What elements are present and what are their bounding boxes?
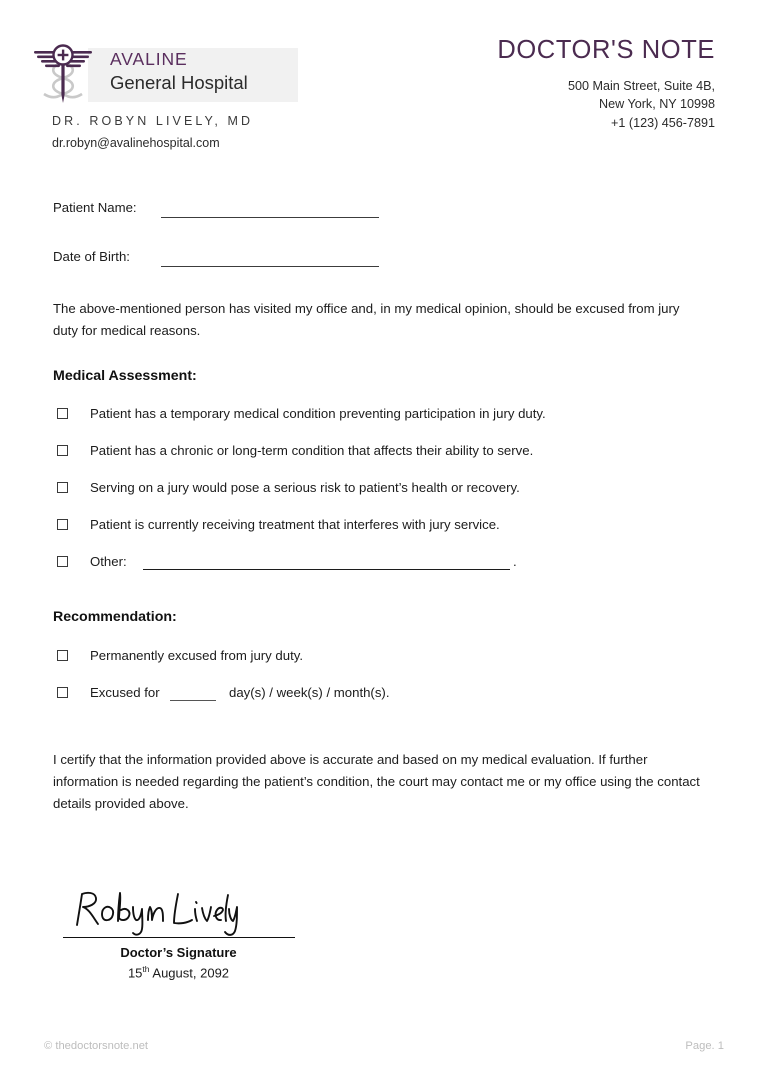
signature-mark (41, 885, 316, 937)
other-input[interactable] (143, 569, 510, 570)
signature-label: Doctor’s Signature (120, 945, 237, 960)
signature-block (41, 885, 316, 980)
caduceus-icon (32, 40, 94, 106)
patient-name-row (53, 200, 693, 222)
signature-rule (63, 937, 295, 938)
assessment-option-row[interactable] (57, 517, 717, 537)
footer-copyright: © thedoctorsnote.net (44, 1040, 149, 1052)
intro-paragraph: The above-mentioned person has visited my office and, in my medical opinion, should be excused from jury duty for medical reasons. (53, 301, 680, 338)
assessment-option-row[interactable] (57, 480, 717, 500)
note-header-right (497, 38, 715, 132)
address-line-1: 500 Main Street, Suite 4B, (567, 78, 715, 93)
other-label: Other: (90, 554, 127, 569)
signature-date-ordinal: th (142, 964, 150, 974)
excused-duration-input[interactable] (170, 700, 216, 701)
address-line-2: New York, NY 10998 (599, 97, 715, 111)
assessment-option-label: Patient has a chronic or long-term condition that affects their ability to serve. (90, 443, 534, 458)
doctor-email: dr.robyn@avalinehospital.com (52, 136, 220, 150)
brand-name-secondary: General Hospital (110, 72, 248, 93)
doctor-name: DR. ROBYN LIVELY, MD (52, 114, 254, 128)
excused-duration-units: day(s) / week(s) / month(s). (229, 685, 390, 700)
patient-name-input[interactable] (161, 217, 379, 218)
signature-date-rest: August, 2092 (149, 965, 230, 981)
recommendation-heading: Recommendation: (53, 609, 177, 625)
other-period: . (513, 554, 517, 569)
footer-page-number: Page. 1 (685, 1040, 724, 1052)
assessment-option-row[interactable] (57, 443, 717, 463)
checkbox-receiving-treatment[interactable] (57, 519, 68, 530)
date-of-birth-row (53, 249, 693, 271)
checkbox-permanently-excused[interactable] (57, 650, 68, 661)
page-title: DOCTOR'S NOTE (497, 36, 715, 64)
date-of-birth-label: Date of Birth: (53, 249, 130, 264)
date-of-birth-input[interactable] (161, 266, 379, 267)
recommendation-option-row[interactable] (57, 648, 717, 668)
recommendation-duration-row[interactable] (57, 685, 717, 705)
excused-for-label: Excused for (90, 685, 160, 700)
assessment-option-label: Patient has a temporary medical condition preventing participation in jury duty. (90, 406, 546, 421)
checkbox-temporary-condition[interactable] (57, 408, 68, 419)
checkbox-serious-risk[interactable] (57, 482, 68, 493)
letterhead (0, 38, 768, 163)
medical-assessment-heading: Medical Assessment: (53, 368, 197, 384)
signature-date-day: 15 (127, 965, 143, 981)
signature-date (41, 964, 316, 980)
certification-paragraph: I certify that the information provided above is accurate and based on my medical evaluation. If further information is needed regarding the patient’s condition, the court may contact me or my office using the contact details provided above. (53, 752, 700, 811)
brand-name-primary: AVALINE (110, 49, 188, 69)
checkbox-other[interactable] (57, 556, 68, 567)
assessment-other-row[interactable] (57, 554, 717, 574)
recommendation-option-label: Permanently excused from jury duty. (90, 648, 304, 663)
assessment-option-label: Patient is currently receiving treatment that interferes with jury service. (90, 517, 500, 532)
page-footer (0, 1040, 768, 1056)
patient-name-label: Patient Name: (53, 200, 137, 215)
phone-number: +1 (123) 456-7891 (611, 115, 715, 130)
checkbox-excused-for-duration[interactable] (57, 687, 68, 698)
assessment-option-label: Serving on a jury would pose a serious risk to patient’s health or recovery. (90, 480, 520, 495)
assessment-option-row[interactable] (57, 406, 717, 426)
checkbox-chronic-condition[interactable] (57, 445, 68, 456)
